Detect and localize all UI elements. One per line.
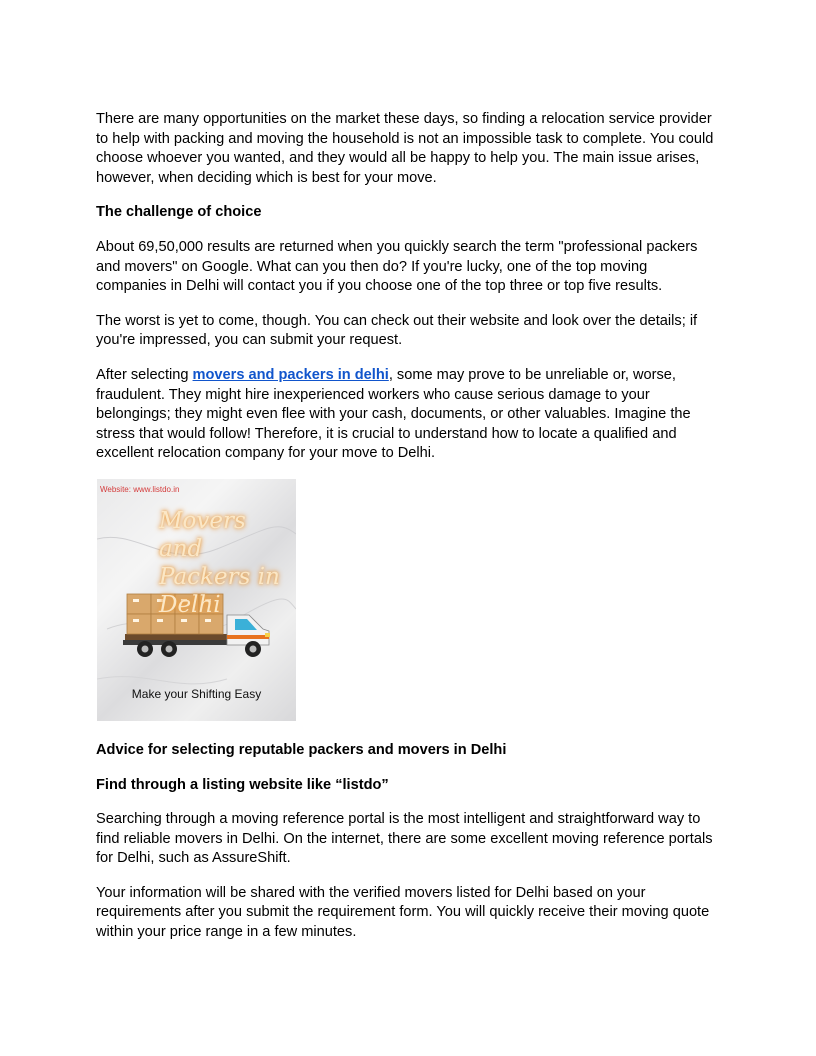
listdo-heading: Find through a listing website like “listdo” [96,776,389,793]
results-paragraph: About 69,50,000 results are returned when you quickly search the term "professional packers and movers" on Google. What can you then do? If you're lucky, one of the top moving companies in Delhi will contact you if you choose one of the top three or top five results. [96,238,698,295]
movers-packers-image [97,479,296,721]
selecting-text-after: , some may prove to be unreliable or, worse, fraudulent. They might hire inexperienced workers who cause serious damage to your belongings; they might even flee with your cash, documents, or other valuables. Imagine the stress that would follow! Therefore, it is crucial to understand how to locate a qualified and excellent relocation company for your move to Delhi. [96,366,691,462]
info-paragraph: Your information will be shared with the verified movers listed for Delhi based on your requirements after you submit the requirement form. You will quickly receive their moving quote within your price range in a few minutes. [96,884,710,941]
document-page [96,110,720,958]
portal-paragraph: Searching through a moving reference portal is the most intelligent and straightforward way to find reliable movers in Delhi. On the internet, there are some excellent moving reference portals for Delhi, such as AssureShift. [96,811,713,867]
advice-heading: Advice for selecting reputable packers and movers in Delhi [96,741,507,758]
selecting-paragraph [96,366,720,464]
selecting-text-before: After selecting [96,366,193,383]
intro-paragraph: There are many opportunities on the market these days, so finding a relocation service provider to help with packing and moving the household is not an impossible task to complete. You could choose whoever you wanted, and they would all be happy to help you. The main issue arises, however, when deciding which is best for your move. [96,111,714,186]
movers-packers-delhi-link[interactable]: movers and packers in delhi [192,366,389,383]
worst-paragraph: The worst is yet to come, though. You can check out their website and look over the details; if you're impressed, you can submit your request. [96,312,698,349]
image-caption: Make your Shifting Easy [131,686,262,701]
image-title: Movers and Packers in Delhi [159,507,280,618]
website-watermark: Website: www.listdo.in [100,484,180,494]
challenge-heading: The challenge of choice [96,204,262,221]
